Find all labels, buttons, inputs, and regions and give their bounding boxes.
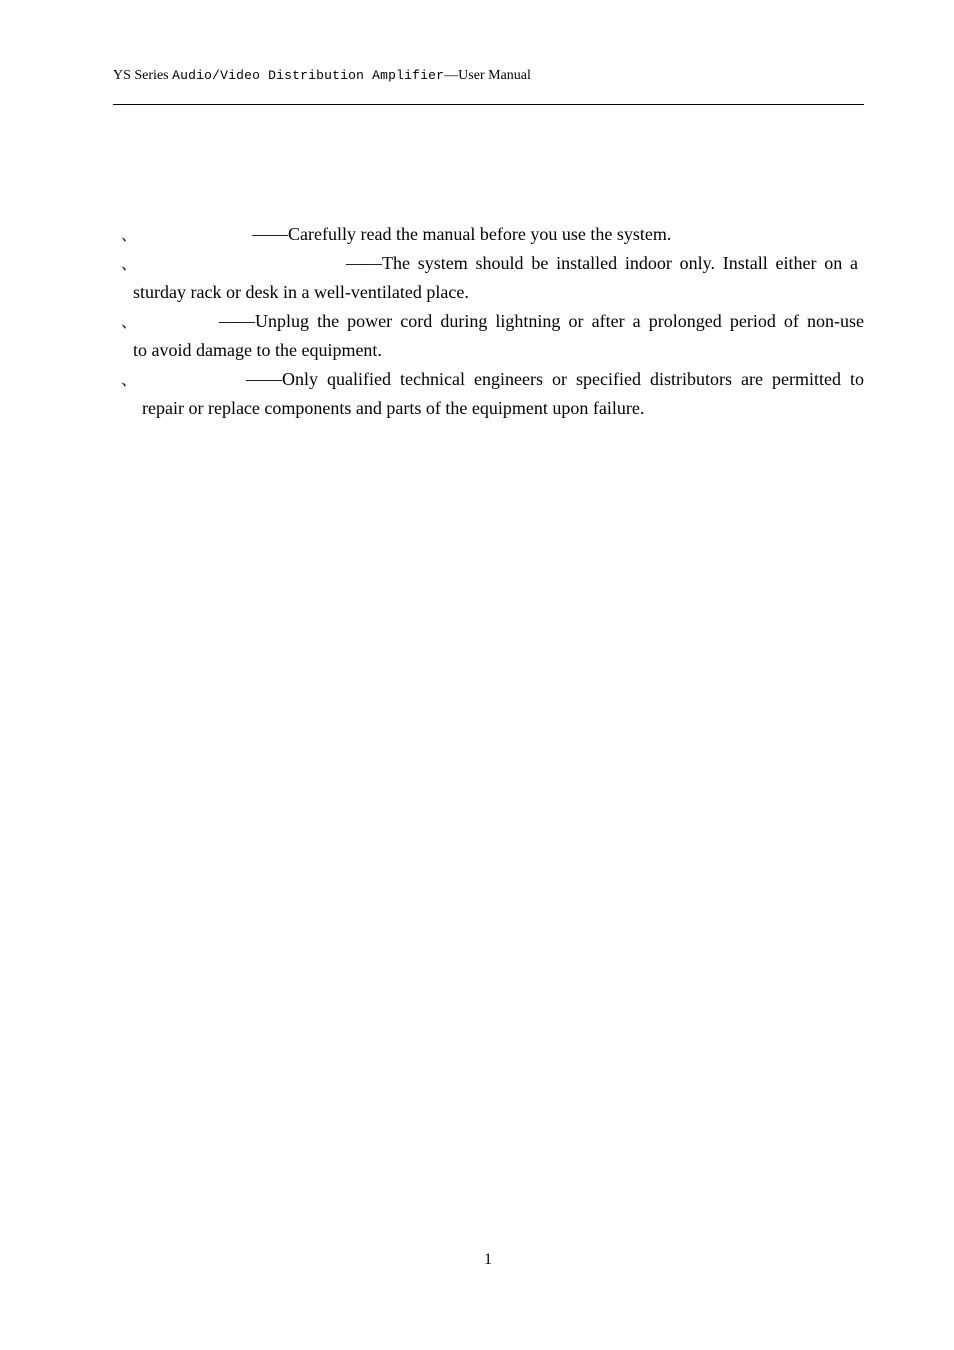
- list-item-text: ——Carefully read the manual before you use the system.: [252, 224, 672, 244]
- list-item-text-continued: to avoid damage to the equipment.: [133, 340, 382, 360]
- list-item-mark: 、: [121, 314, 138, 331]
- list-item-text-continued: sturday rack or desk in a well-ventilated place.: [133, 282, 469, 302]
- list-item: [121, 365, 864, 423]
- header-series: YS Series: [113, 68, 173, 83]
- page-number: 1: [484, 1251, 492, 1268]
- list-item-mark: 、: [121, 227, 138, 244]
- list-item-text: ——Only qualified technical engineers or specified distributors are permitted to: [246, 369, 864, 389]
- header-divider: [113, 104, 864, 105]
- list-item: [121, 307, 864, 365]
- list-item: [121, 220, 864, 249]
- running-header: [113, 66, 531, 86]
- list-item-text: ——The system should be installed indoor only. Install either on a: [346, 253, 858, 273]
- header-product-name: Audio/Video Distribution Amplifier: [172, 68, 445, 83]
- list-item-text: ——Unplug the power cord during lightning or after a prolonged period of non-use: [219, 311, 864, 331]
- list-item-mark: 、: [121, 372, 138, 389]
- header-manual-label: —User Manual: [444, 68, 531, 83]
- list-item-mark: 、: [121, 256, 138, 273]
- safety-notes-list: [121, 220, 864, 423]
- list-item: [121, 249, 864, 307]
- list-item-text-continued: repair or replace components and parts of the equipment upon failure.: [142, 398, 645, 418]
